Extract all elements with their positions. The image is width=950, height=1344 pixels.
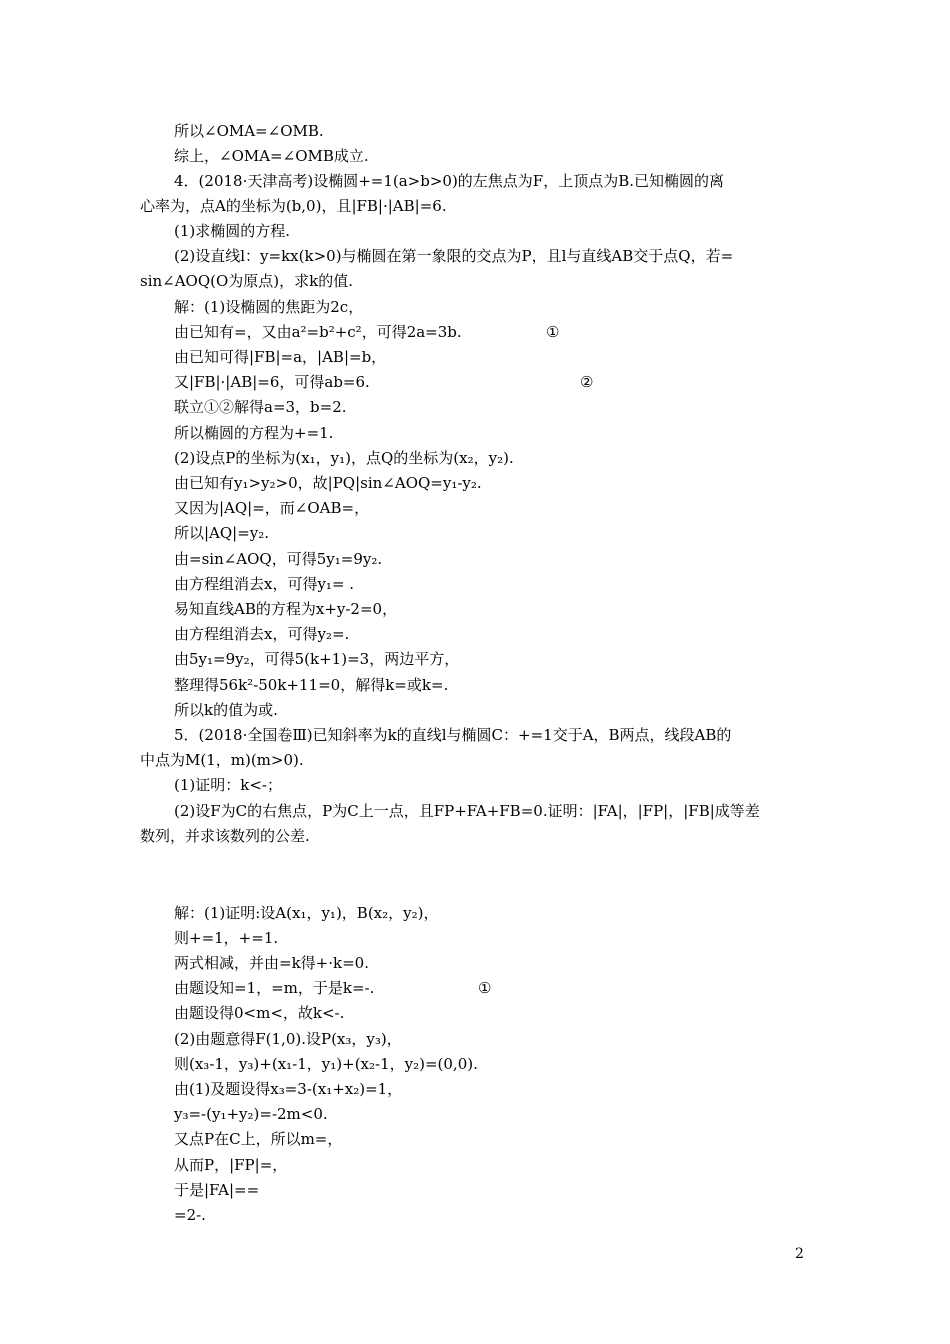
text-line: 由(1)及题设得x₃=3-(x₁+x₂)=1，: [174, 1080, 403, 1098]
text-line: 易知直线AB的方程为x+y-2=0，: [174, 600, 398, 618]
solution-heading: 解：(1)设椭圆的焦距为2c，: [174, 298, 364, 316]
text-line: (2)设点P的坐标为(x₁，y₁)，点Q的坐标为(x₂，y₂).: [174, 449, 514, 467]
text-line: =2-.: [174, 1206, 206, 1224]
text-line: 所以椭圆的方程为+=1.: [174, 424, 334, 442]
problem-4-heading: 4．(2018·天津高考)设椭圆+=1(a>b>0)的左焦点为F，上顶点为B.已知椭圆的离: [174, 172, 725, 190]
text-line: 心率为，点A的坐标为(b,0)，且|FB|·|AB|=6.: [140, 197, 447, 215]
text-line: 数列，并求该数列的公差.: [140, 827, 310, 845]
text-line: 又因为|AQ|=，而∠OAB=，: [174, 499, 370, 517]
text-line: 中点为M(1，m)(m>0).: [140, 751, 304, 769]
text-line: 所以∠OMA=∠OMB.: [174, 122, 324, 140]
text-line: 又|FB|·|AB|=6，可得ab=6.: [174, 373, 370, 391]
text-line: 由方程组消去x，可得y₂=.: [174, 625, 350, 643]
text-line: 由已知有y₁>y₂>0，故|PQ|sin∠AOQ=y₁-y₂.: [174, 474, 482, 492]
text-line: 整理得56k²-50k+11=0，解得k=或k=.: [174, 676, 449, 694]
equation-marker: ①: [546, 323, 560, 341]
text-line: (2)设F为C的右焦点，P为C上一点，且FP+FA+FB=0.证明：|FA|，|FP|，|FB|成等差: [174, 802, 760, 820]
text-line: 由已知可得|FB|=a，|AB|=b，: [174, 348, 387, 366]
text-line: 由5y₁=9y₂，可得5(k+1)=3，两边平方，: [174, 650, 460, 668]
equation-marker: ①: [478, 979, 492, 997]
text-line: (1)求椭圆的方程.: [174, 222, 291, 240]
text-line: 所以k的值为或.: [174, 701, 278, 719]
text-line: 由已知有=，又由a²=b²+c²，可得2a=3b.: [174, 323, 462, 341]
text-line: (2)由题意得F(1,0).设P(x₃，y₃)，: [174, 1030, 402, 1048]
page-number: 2: [795, 1246, 804, 1262]
text-line: 则+=1，+=1.: [174, 929, 279, 947]
text-line: 由题设得0<m<，故k<-.: [174, 1004, 345, 1022]
text-line: (1)证明：k<-；: [174, 776, 282, 794]
text-line: 两式相减，并由=k得+·k=0.: [174, 954, 369, 972]
text-line: 又点P在C上，所以m=，: [174, 1130, 343, 1148]
text-line: y₃=-(y₁+y₂)=-2m<0.: [174, 1105, 328, 1123]
text-line: 联立①②解得a=3，b=2.: [174, 398, 347, 416]
text-line: 从而P，|FP|=，: [174, 1156, 288, 1174]
text-line: sin∠AOQ(O为原点)，求k的值.: [140, 272, 354, 290]
text-line: 则(x₃-1，y₃)+(x₁-1，y₁)+(x₂-1，y₂)=(0,0).: [174, 1055, 478, 1073]
text-line: 由方程组消去x，可得y₁= .: [174, 575, 355, 593]
text-line: 于是|FA|==: [174, 1181, 260, 1199]
text-line: 所以|AQ|=y₂.: [174, 524, 270, 542]
text-line: 由题设知=1，=m，于是k=-.: [174, 979, 375, 997]
problem-5-heading: 5．(2018·全国卷Ⅲ)已知斜率为k的直线l与椭圆C：+=1交于A，B两点，线段AB的: [174, 726, 732, 744]
equation-marker: ②: [580, 373, 594, 391]
text-line: (2)设直线l：y=kx(k>0)与椭圆在第一象限的交点为P，且l与直线AB交于点Q，若=: [174, 247, 734, 265]
text-line: 由=sin∠AOQ，可得5y₁=9y₂.: [174, 550, 383, 568]
text-line: 综上，∠OMA=∠OMB成立.: [174, 147, 369, 165]
solution-heading: 解：(1)证明:设A(x₁，y₁)，B(x₂，y₂)，: [174, 904, 439, 922]
